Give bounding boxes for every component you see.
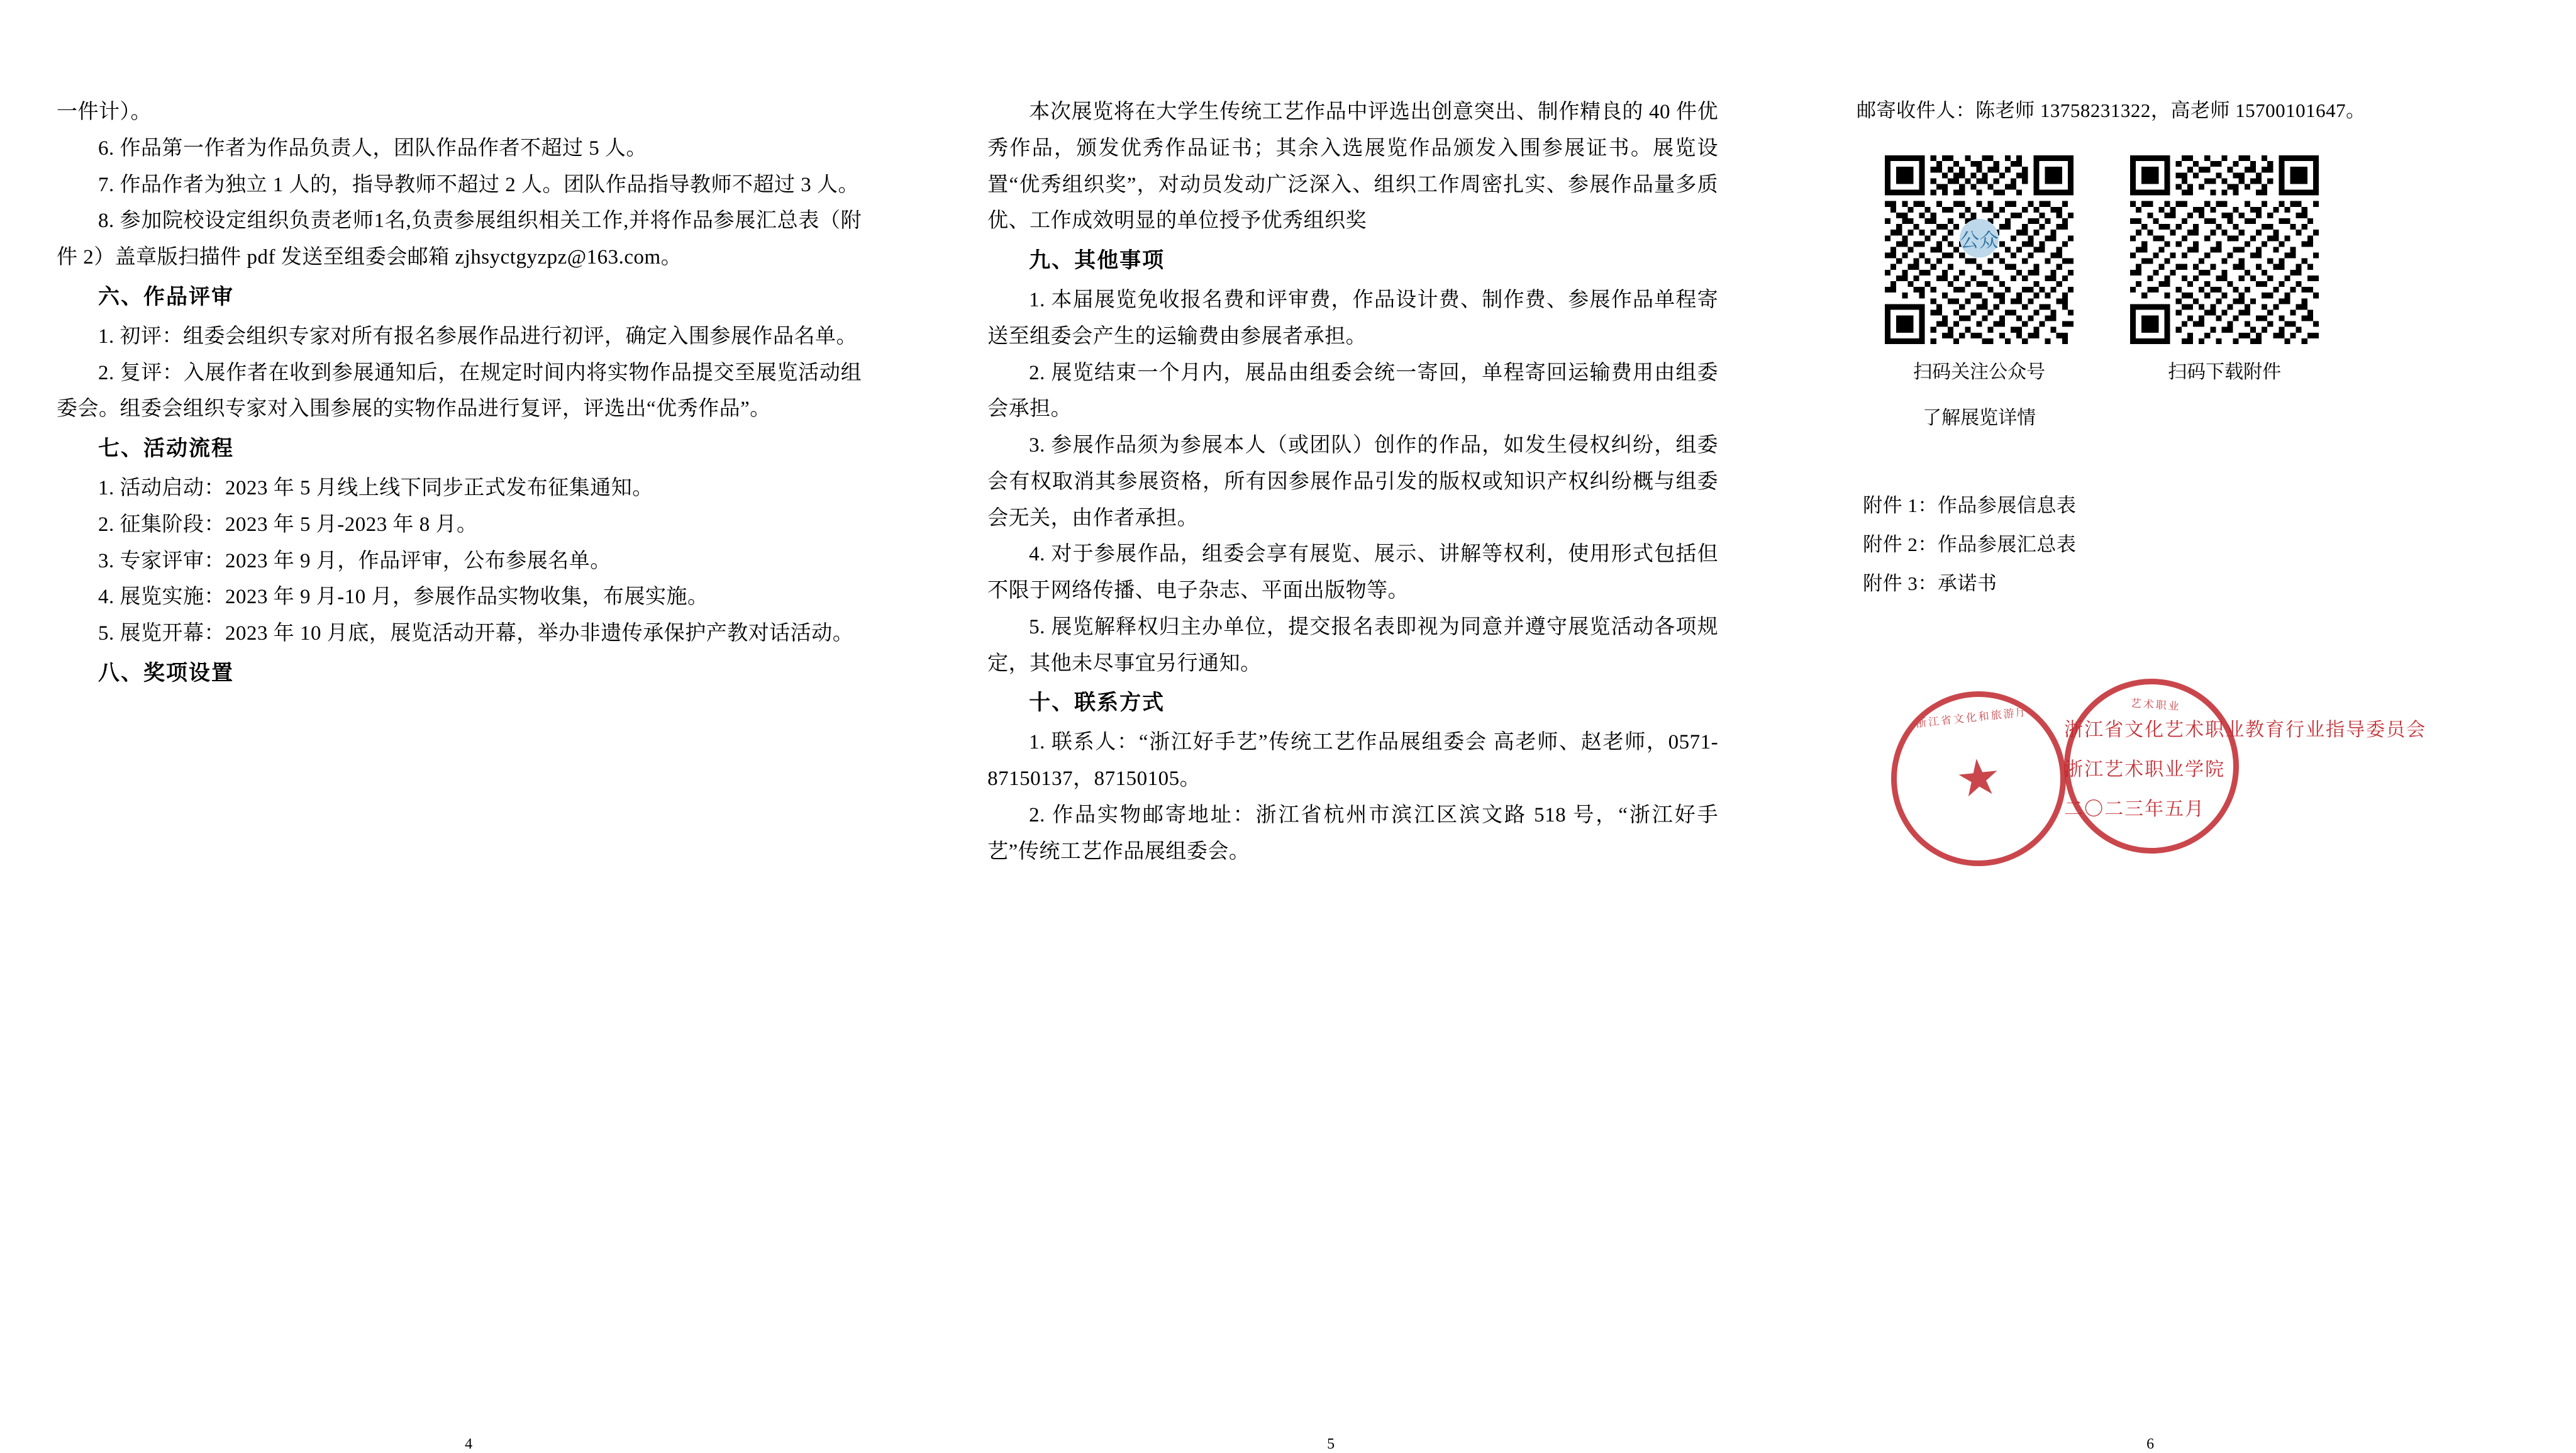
- mail-recipients: 邮寄收件人：陈老师 13758231322，高老师 15700101647。: [1857, 99, 2366, 121]
- qr-code-icon[interactable]: [1885, 155, 2074, 344]
- contact-item: 1. 联系人：“浙江好手艺”传统工艺作品展组委会 高老师、赵老师，0571-87150137，87150105。: [987, 731, 1719, 790]
- attachment-item: 附件 1：作品参展信息表: [1863, 494, 2077, 516]
- paragraph: 7. 作品作者为独立 1 人的，指导教师不超过 2 人。团队作品指导教师不超过 3 人。: [98, 173, 859, 196]
- qr-block-official-account: [1879, 155, 2080, 436]
- schedule-item: 1. 活动启动：2023 年 5 月线上线下同步正式发布征集通知。: [98, 477, 653, 499]
- page-5: [899, 94, 1762, 1452]
- section-heading-8: 八、奖项设置: [98, 661, 234, 685]
- page-number: 6: [2146, 1436, 2155, 1452]
- other-item: 4. 对于参展作品，组委会享有展览、展示、讲解等权利，使用形式包括但不限于网络传播、电子杂志、平面出版物等。: [987, 543, 1719, 602]
- schedule-item: 4. 展览实施：2023 年 9 月-10 月，参展作品实物收集，布展实施。: [98, 586, 709, 609]
- section-heading-10: 十、联系方式: [1029, 691, 1165, 715]
- attachment-list: [1863, 486, 2513, 603]
- award-paragraph: 本次展览将在大学生传统工艺作品中评选出创意突出、制作精良的 40 件优秀作品，颁发优秀作品证书；其余入选展览作品颁发入围参展证书。展览设置“优秀组织奖”，对动员发动广泛深入、组织工作周密扎实、参展作品量多质优、工作成效明显的单位授予优秀组织奖: [987, 101, 1719, 233]
- page-number: 5: [1327, 1436, 1335, 1452]
- page-number: 4: [465, 1436, 473, 1452]
- svg-text:公众: 公众: [1960, 229, 1999, 252]
- page-4: [38, 94, 899, 1452]
- review-item: 2. 复评：入展作者在收到参展通知后，在规定时间内将实物作品提交至展览活动组委会。组委会组织专家对入围参展的实物作品进行复评，评选出“优秀作品”。: [57, 361, 862, 421]
- official-seal-left: [1882, 682, 2075, 875]
- other-item: 5. 展览解释权归主办单位，提交报名表即视为同意并遵守展览活动各项规定，其他未尽事宜另行通知。: [987, 615, 1719, 675]
- paragraph: 8. 参加院校设定组织负责老师1名,负责参展组织相关工作,并将作品参展汇总表（附件 2）盖章版扫描件 pdf 发送至组委会邮箱 zjhsyctgyzpz@163.com。: [57, 209, 862, 269]
- seal-text-left: 浙江省文化和旅游厅: [1915, 705, 2029, 730]
- page-6: [1762, 94, 2538, 1452]
- paragraph: 一件计）。: [57, 101, 152, 123]
- qr-caption-line2: 了解展览详情: [1923, 407, 2036, 428]
- seal-text-right: 艺术职业: [2130, 697, 2182, 713]
- signature-line-2: 浙江艺术职业学院: [2064, 759, 2226, 780]
- qr-code-svg: [2130, 155, 2319, 344]
- section-heading-7: 七、活动流程: [98, 437, 234, 460]
- official-seal-right: [2058, 672, 2245, 859]
- other-item: 3. 参展作品须为参展本人（或团队）创作的作品，如发生侵权纠纷，组委会有权取消其参展资格，所有因参展作品引发的版权或知识产权纠纷概与组委会无关，由作者承担。: [987, 434, 1719, 530]
- seal-and-signature: [1857, 666, 2513, 937]
- signature-line-1: 浙江省文化艺术职业教育行业指导委员会: [2064, 719, 2427, 740]
- qr-block-download-attachments: [2124, 155, 2325, 436]
- attachment-item: 附件 3：承诺书: [1863, 572, 1997, 594]
- other-item: 1. 本届展览免收报名费和评审费，作品设计费、制作费、参展作品单程寄送至组委会产生的运输费由参展者承担。: [987, 289, 1719, 348]
- attachment-item: 附件 2：作品参展汇总表: [1863, 533, 2077, 555]
- review-item: 1. 初评：组委会组织专家对所有报名参展作品进行初评，确定入围参展作品名单。: [98, 325, 857, 348]
- section-heading-6: 六、作品评审: [98, 285, 234, 309]
- qr-code-icon[interactable]: [2130, 155, 2319, 344]
- schedule-item: 2. 征集阶段：2023 年 5 月-2023 年 8 月。: [98, 513, 478, 536]
- qr-caption-line1: 扫码下载附件: [2168, 361, 2282, 382]
- contact-item: 2. 作品实物邮寄地址：浙江省杭州市滨江区滨文路 518 号，“浙江好手艺”传统工艺作品展组委会。: [987, 803, 1719, 863]
- qr-caption-line1: 扫码关注公众号: [1913, 361, 2046, 382]
- schedule-item: 5. 展览开幕：2023 年 10 月底，展览活动开幕，举办非遗传承保护产教对话活动。: [98, 622, 854, 645]
- qr-code-row: [1879, 155, 2513, 436]
- section-heading-9: 九、其他事项: [1029, 249, 1165, 272]
- signature-line-3: 二〇二三年五月: [2064, 798, 2206, 820]
- other-item: 2. 展览结束一个月内，展品由组委会统一寄回，单程寄回运输费用由组委会承担。: [987, 361, 1719, 421]
- schedule-item: 3. 专家评审：2023 年 9 月，作品评审，公布参展名单。: [98, 549, 611, 572]
- paragraph: 6. 作品第一作者为作品负责人，团队作品作者不超过 5 人。: [98, 136, 647, 160]
- qr-code-svg: [1885, 155, 2074, 344]
